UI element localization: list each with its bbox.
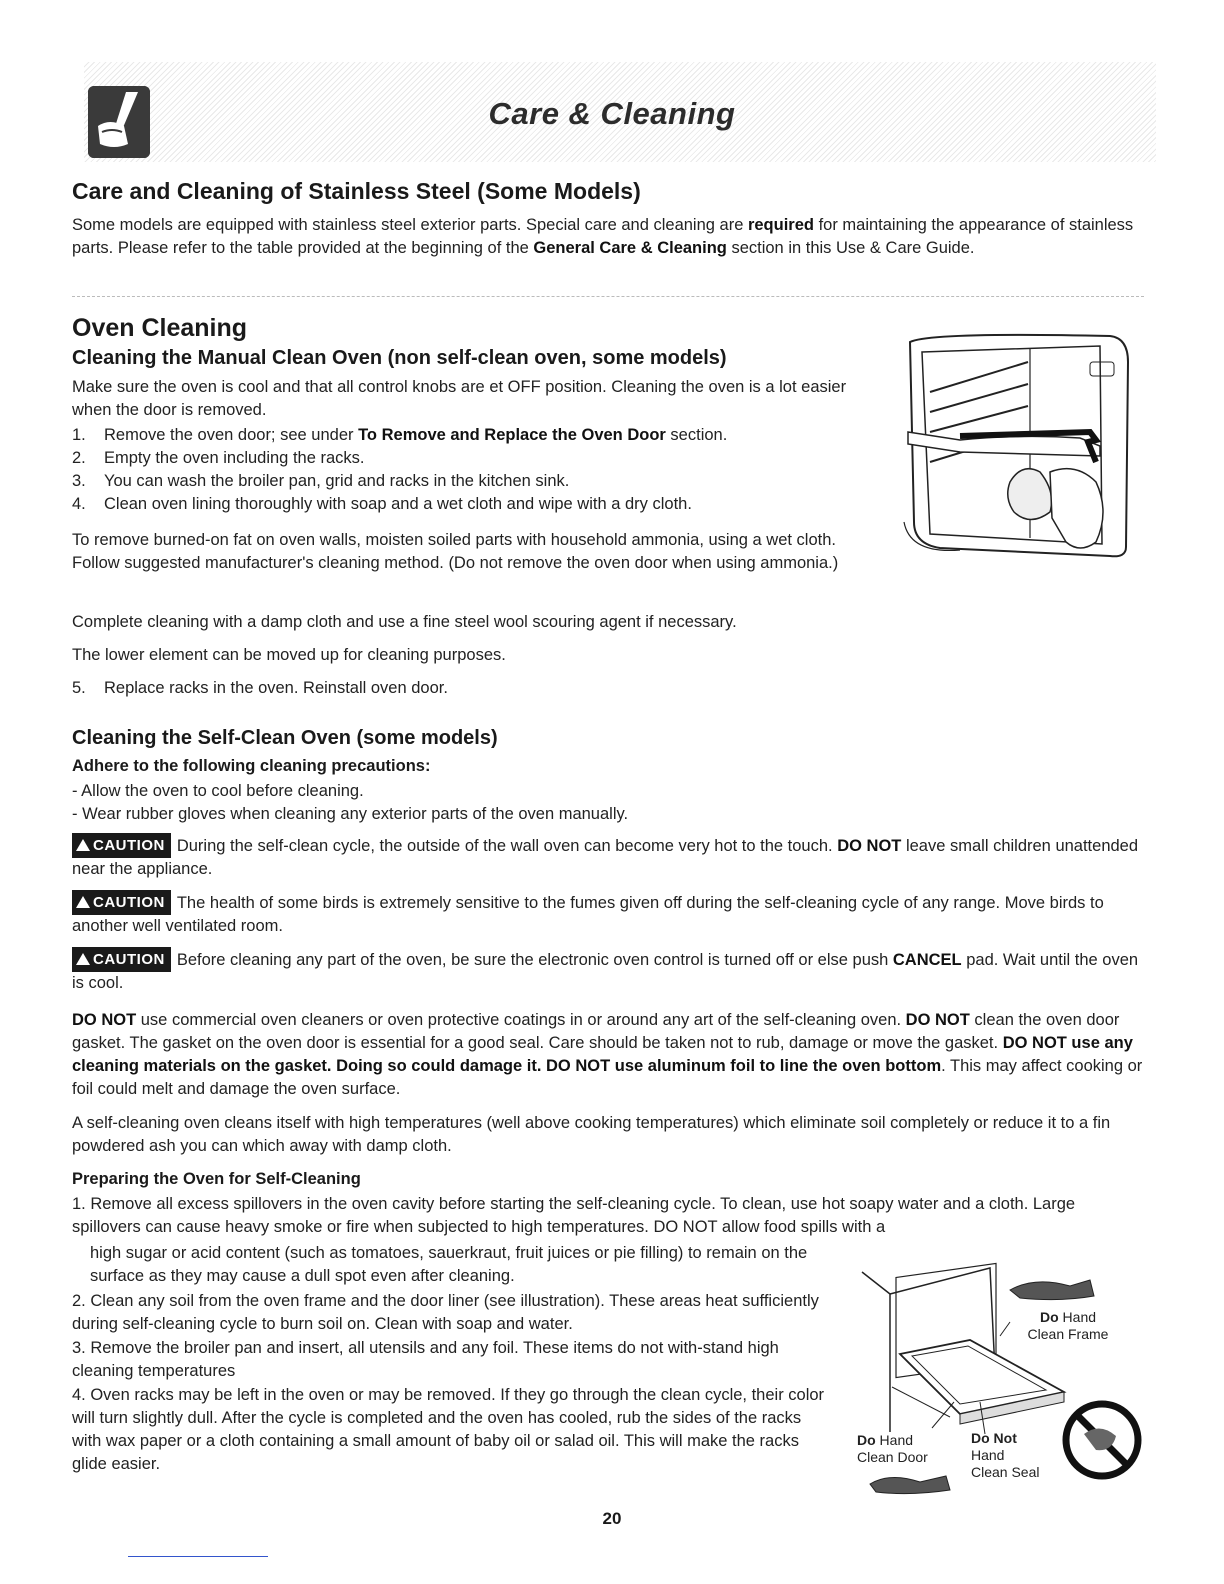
complete-cleaning-paragraph: Complete cleaning with a damp cloth and use a fine steel wool scouring agent if necessary. bbox=[72, 613, 737, 631]
step-number: 1. bbox=[72, 426, 86, 444]
step-number: 5. bbox=[72, 679, 86, 697]
self-clean-heading: Cleaning the Self-Clean Oven (some models) bbox=[72, 727, 498, 749]
manual-step-3: You can wash the broiler pan, grid and racks in the kitchen sink. bbox=[104, 472, 570, 490]
prep-step-4: 4. Oven racks may be left in the oven or may be removed. If they go through the clean cycle, their color will turn slightly dull. After the cycle is completed and the oven has cooled, rub the sides of the racks with wax paper or a cloth containing a small amount of baby oil or salad oil. This will make the racks glide easier. bbox=[72, 1386, 825, 1473]
step-number: 4. bbox=[72, 495, 86, 513]
step-number: 2. bbox=[72, 449, 86, 467]
step-number: 3. bbox=[72, 472, 86, 490]
caution-badge: CAUTION bbox=[72, 947, 171, 972]
warning-triangle-icon bbox=[76, 896, 90, 908]
label-do-not-clean-seal: Do Not Hand Clean Seal bbox=[971, 1430, 1040, 1480]
warning-triangle-icon bbox=[76, 953, 90, 965]
caution-1: CAUTION During the self-clean cycle, the outside of the wall oven can become very hot to the touch. DO NOT leave small children unattended near the appliance. bbox=[72, 833, 1147, 881]
label-hand-clean-frame: Do Hand Clean Frame bbox=[1027, 1309, 1109, 1342]
section-divider bbox=[72, 296, 1144, 297]
prep-step-1b: high sugar or acid content (such as tomatoes, sauerkraut, fruit juices or pie filling) to remain on the surface as they may cause a dull spot even after cleaning. bbox=[90, 1244, 808, 1285]
caution-3: CAUTION Before cleaning any part of the oven, be sure the electronic oven control is turned off or else push CANCEL pad. Wait until the oven is cool. bbox=[72, 947, 1147, 995]
lower-element-paragraph: The lower element can be moved up for cleaning purposes. bbox=[72, 646, 506, 664]
prep-step-1a: 1. Remove all excess spillovers in the oven cavity before starting the self-cleaning cycle. To clean, use hot soapy water and a cloth. Large spillovers can cause heavy smoke or fire when subjected to high temperatures. DO NOT allow food spills with a bbox=[72, 1195, 1076, 1236]
manual-step-4: Clean oven lining thoroughly with soap and a wet cloth and wipe with a dry cloth. bbox=[104, 495, 692, 513]
manual-clean-heading: Cleaning the Manual Clean Oven (non self-clean oven, some models) bbox=[72, 347, 727, 369]
precaution-1: - Allow the oven to cool before cleaning. bbox=[72, 782, 364, 800]
ammonia-paragraph: To remove burned-on fat on oven walls, moisten soiled parts with household ammonia, using a wet cloth. Follow suggested manufacturer's cleaning method. (Do not remove the oven door when using ammonia.) bbox=[72, 531, 839, 572]
precaution-2: - Wear rubber gloves when cleaning any exterior parts of the oven manually. bbox=[72, 805, 629, 823]
stainless-paragraph: Some models are equipped with stainless steel exterior parts. Special care and cleaning are required for maintaining the appearance of stainless parts. Please refer to the table provided at the beginning of the General Care & Cleaning section in this Use & Care Guide. bbox=[72, 216, 1134, 257]
caution-badge: CAUTION bbox=[72, 833, 171, 858]
manual-intro: Make sure the oven is cool and that all control knobs are et OFF position. Cleaning the oven is a lot easier when the door is removed. bbox=[72, 378, 847, 419]
caution-2: CAUTION The health of some birds is extremely sensitive to the fumes given off during the self-cleaning cycle of any range. Move birds to another well ventilated room. bbox=[72, 890, 1147, 938]
precautions-heading: Adhere to the following cleaning precautions: bbox=[72, 757, 431, 775]
prep-step-2: 2. Clean any soil from the oven frame and the door liner (see illustration). These areas heat sufficiently during self-cleaning cycle to burn soil on. Clean with soap and water. bbox=[72, 1292, 819, 1333]
prep-step-3: 3. Remove the broiler pan and insert, all utensils and any foil. These items do not with-stand high cleaning temperatures bbox=[72, 1339, 779, 1380]
warning-triangle-icon bbox=[76, 839, 90, 851]
caution-badge: CAUTION bbox=[72, 890, 171, 915]
preparing-heading: Preparing the Oven for Self-Cleaning bbox=[72, 1170, 361, 1188]
stainless-heading: Care and Cleaning of Stainless Steel (Some Models) bbox=[72, 178, 641, 204]
do-not-paragraph: DO NOT use commercial oven cleaners or oven protective coatings in or around any art of the self-cleaning oven. DO NOT clean the oven door gasket. The gasket on the oven door is essential for a good seal. Care should be taken not to rub, damage or move the gasket. DO NOT use any cleaning materials on the gasket. Doing so could damage it. DO NOT use aluminum foil to line the oven bottom. This may affect cooking or foil could melt and damage the oven surface. bbox=[72, 1011, 1143, 1098]
manual-oven-illustration bbox=[900, 322, 1140, 572]
manual-step-1: Remove the oven door; see under To Remove and Replace the Oven Door section. bbox=[104, 426, 728, 444]
manual-step-2: Empty the oven including the racks. bbox=[104, 449, 365, 467]
footer-rule bbox=[128, 1556, 268, 1557]
label-hand-clean-door: Do Hand Clean Door bbox=[857, 1432, 928, 1465]
page-title: Care & Cleaning bbox=[488, 96, 736, 131]
manual-step-5: Replace racks in the oven. Reinstall oven door. bbox=[104, 679, 448, 697]
self-clean-temperature-paragraph: A self-cleaning oven cleans itself with high temperatures (well above cooking temperatures) which eliminate soil completely or reduce it to a fin powdered ash you can which away with damp cloth. bbox=[72, 1114, 1111, 1155]
oven-cleaning-heading: Oven Cleaning bbox=[72, 314, 248, 342]
page-number: 20 bbox=[602, 1509, 622, 1528]
